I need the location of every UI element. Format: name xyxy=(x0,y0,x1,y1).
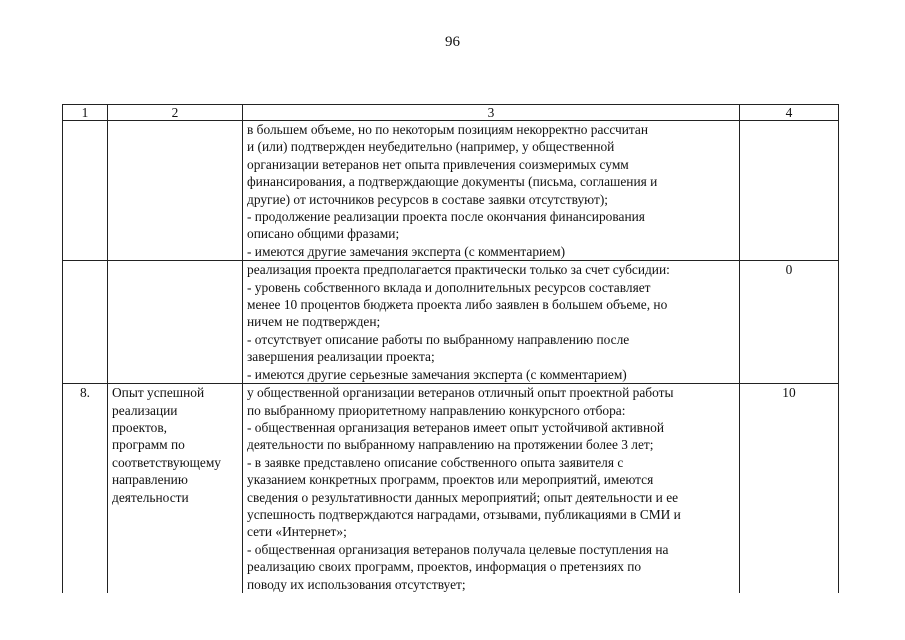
description-line: реализацию своих программ, проектов, информация о претензиях по xyxy=(247,559,642,575)
description-line: менее 10 процентов бюджета проекта либо заявлен в большем объеме, но xyxy=(247,297,668,313)
header-col-3: 3 xyxy=(243,105,740,121)
criterion-line: проектов, xyxy=(112,419,168,435)
criterion-line: программ по xyxy=(112,437,185,453)
criterion-line: направлению xyxy=(112,472,188,488)
score-cell: 10 xyxy=(740,384,839,593)
description-line: другие) от источников ресурсов в составе заявки отсутствуют); xyxy=(247,191,609,207)
criterion-cell xyxy=(108,384,243,593)
description-line: завершения реализации проекта; xyxy=(247,349,435,365)
description-line: - имеются другие замечания эксперта (с комментарием) xyxy=(247,243,566,259)
description-line: - уровень собственного вклада и дополнительных ресурсов составляет xyxy=(247,279,651,295)
description-line: - в заявке представлено описание собственного опыта заявителя с xyxy=(247,454,624,470)
criterion-line: соответствующему xyxy=(112,454,221,470)
description-line: по выбранному приоритетному направлению конкурсного отбора: xyxy=(247,402,626,418)
description-line: - общественная организация ветеранов имеет опыт устойчивой активной xyxy=(247,419,664,435)
row-number-cell xyxy=(63,121,108,261)
description-cell xyxy=(243,384,740,593)
score-cell xyxy=(740,121,839,261)
table-row xyxy=(63,121,839,261)
description-line: реализация проекта предполагается практически только за счет субсидии: xyxy=(247,262,670,278)
criterion-cell xyxy=(108,261,243,384)
description-line: указанием конкретных программ, проектов или мероприятий, имеются xyxy=(247,472,654,488)
score-cell: 0 xyxy=(740,261,839,384)
header-col-1: 1 xyxy=(63,105,108,121)
description-line: поводу их использования отсутствует; xyxy=(247,576,466,592)
header-col-2: 2 xyxy=(108,105,243,121)
description-line: - продолжение реализации проекта после окончания финансирования xyxy=(247,209,645,225)
criteria-table xyxy=(62,104,839,593)
description-line: и (или) подтвержден неубедительно (например, у общественной xyxy=(247,139,615,155)
description-line: финансирования, а подтверждающие документы (письма, соглашения и xyxy=(247,174,658,190)
description-line: описано общими фразами; xyxy=(247,226,400,242)
description-cell xyxy=(243,261,740,384)
row-number-cell xyxy=(63,261,108,384)
description-cell xyxy=(243,121,740,261)
page-number: 96 xyxy=(445,34,460,50)
row-number-cell: 8. xyxy=(63,384,108,593)
description-line: деятельности по выбранному направлению на протяжении более 3 лет; xyxy=(247,437,654,453)
description-line: у общественной организации ветеранов отличный опыт проектной работы xyxy=(247,385,674,401)
description-line: организации ветеранов нет опыта привлечения соизмеримых сумм xyxy=(247,156,629,172)
description-line: сведения о результативности данных мероприятий; опыт деятельности и ее xyxy=(247,489,679,505)
description-line: успешность подтверждаются наградами, отзывами, публикациями в СМИ и xyxy=(247,506,681,522)
description-line: - общественная организация ветеранов получала целевые поступления на xyxy=(247,541,669,557)
description-line: - отсутствует описание работы по выбранному направлению после xyxy=(247,331,630,347)
criterion-line: деятельности xyxy=(112,489,189,505)
description-line: сети «Интернет»; xyxy=(247,524,347,540)
description-line: в большем объеме, но по некоторым позициям некорректно рассчитан xyxy=(247,122,649,137)
header-col-4: 4 xyxy=(740,105,839,121)
criterion-line: Опыт успешной xyxy=(112,385,205,401)
table-row xyxy=(63,261,839,384)
table-row xyxy=(63,384,839,593)
description-line: ничем не подтвержден; xyxy=(247,314,381,330)
description-line: - имеются другие серьезные замечания эксперта (с комментарием) xyxy=(247,366,627,382)
criterion-line: реализации xyxy=(112,402,178,418)
criterion-cell xyxy=(108,121,243,261)
table-header-row xyxy=(63,105,839,121)
